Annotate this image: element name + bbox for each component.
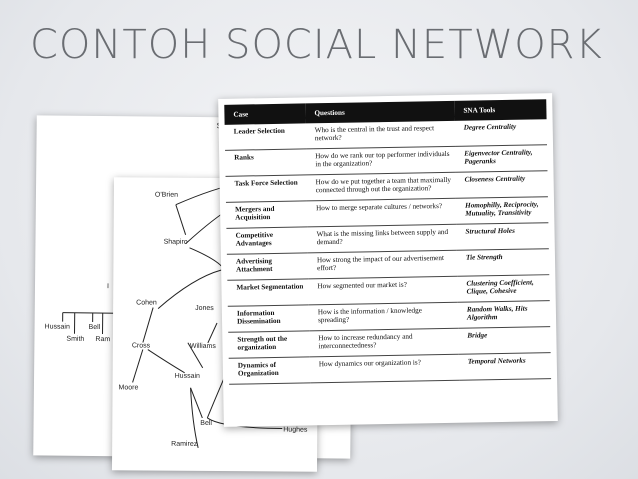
node-shapiro: Shapiro [163,238,188,246]
table-cell-question: How segmented our market is? [308,276,457,305]
table-cell-case: Mergers and Acquisition [226,200,307,227]
table-cell-case: Market Segmentation [227,278,308,305]
table-cell-tool: Structural Holes [456,222,548,250]
table-cell-tool: Temporal Networks [459,352,551,380]
table-cell-question: How is the information / knowledge spreading? [309,302,458,331]
node-smith-back: Smith [66,335,85,343]
slide-title: CONTOH SOCIAL NETWORK [30,22,603,68]
table-cell-tool: Tie Strength [457,248,549,276]
node-hughes: Hughes [283,426,308,434]
node-hussain-back: Hussain [44,323,70,331]
node-jones: Jones [195,304,214,312]
node-cohen: Cohen [136,299,157,307]
table-cell-case: Advertising Attachment [227,252,308,279]
table-cell-tool: Degree Centrality [455,119,547,146]
header-tools: SNA Tools [454,99,546,120]
table-cell-question: How do we rank our top performer individuals in the organization? [306,146,455,175]
table-cell-case: Leader Selection [225,123,306,150]
node-williams: Williams [189,342,216,351]
table-cell-tool: Eigenvector Centrality, Pageranks [455,144,547,172]
table-cell-question: How to increase redundancy and interconnectedness? [309,328,458,357]
sna-table-document [218,93,558,427]
table-cell-case: Ranks [225,149,306,176]
table-cell-question: How to merge separate cultures / networks? [307,198,456,227]
table-cell-question: Who is the central in the trust and respect network? [306,120,455,148]
table-cell-case: Information Dissemination [228,304,309,331]
node-obrien: O'Brien [154,191,179,199]
table-cell-tool: Bridge [458,326,550,354]
node-cross: Cross [131,342,151,350]
table-cell-tool: Clustering Coefficient, Clique, Cohesive [457,274,549,302]
node-bell-mid: Bell [200,419,213,427]
table-cell-tool: Random Walks, Hits Algorithm [458,300,550,328]
table-cell-tool: Closeness Centrality [455,170,547,198]
node-bell-back: Bell [88,323,101,332]
table-cell-case: Dynamics of Organization [229,356,310,383]
table-row [229,352,551,384]
table-cell-case: Strength out the organization [228,330,309,357]
table-cell-case: Competitive Advantages [226,226,307,253]
header-case: Case [224,103,305,124]
table-cell-case: Task Force Selection [226,175,307,202]
sna-table-body [225,119,551,384]
table-cell-question: How strong the impact of our advertisement effort? [308,250,457,279]
table-cell-question: What is the missing links between supply and demand? [307,224,456,253]
table-cell-question: How do we put together a team that maximally connected through out the organization? [306,172,455,201]
node-moore: Moore [118,384,139,392]
sna-table [224,99,551,384]
node-hussain-mid: Hussain [174,372,200,380]
network-back-side-letter: I [106,283,109,291]
header-questions: Questions [305,101,454,123]
table-cell-question: How dynamics our organization is? [310,354,459,383]
table-cell-tool: Homophilly, Reciprocity, Mutuality, Transitivity [456,196,548,224]
node-ram-back: Ram [95,335,111,344]
node-ramirez: Ramirez [171,440,198,448]
